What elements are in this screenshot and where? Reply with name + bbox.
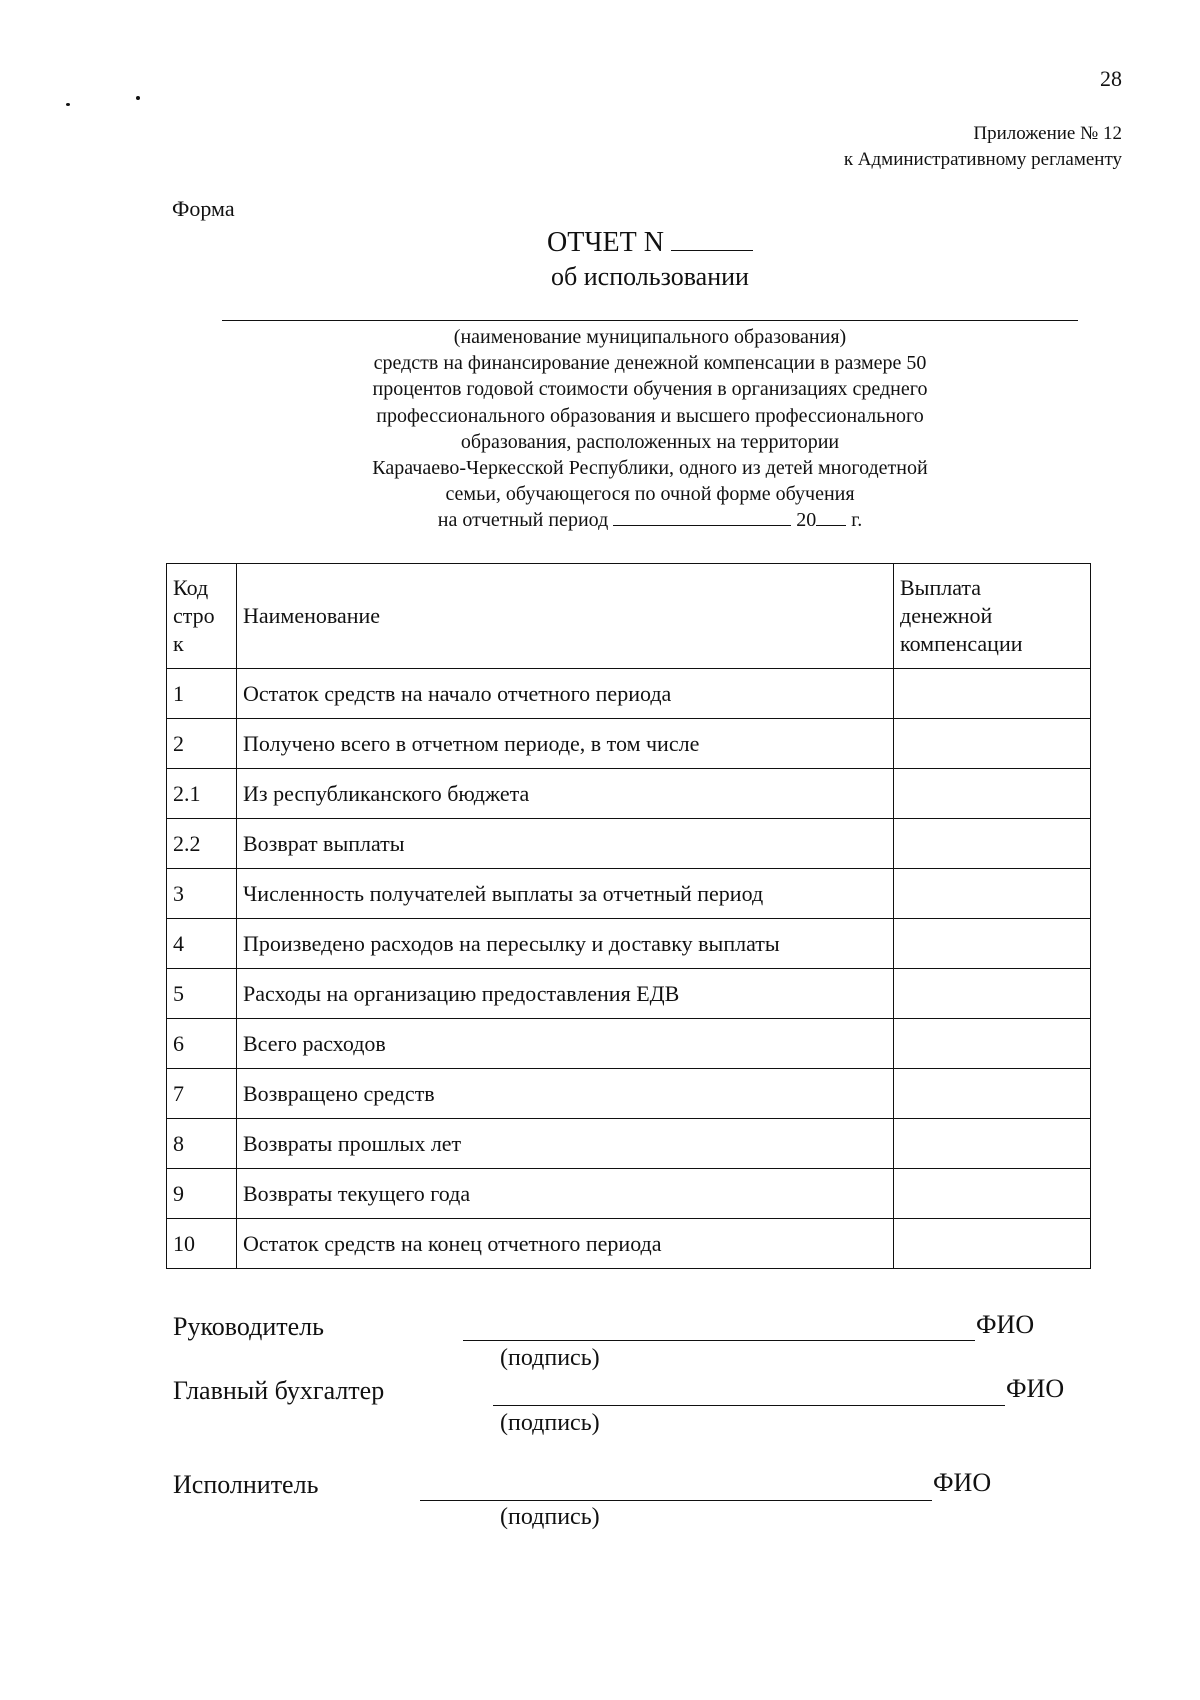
row-name: Остаток средств на конец отчетного периода — [237, 1219, 894, 1269]
page-number: 28 — [1100, 66, 1122, 91]
signature-line-head[interactable] — [463, 1340, 975, 1341]
table-row — [167, 669, 1091, 719]
row-name: Из республиканского бюджета — [237, 769, 894, 819]
row-code: 7 — [167, 1069, 237, 1119]
table-row — [167, 869, 1091, 919]
form-label: Форма — [172, 196, 235, 221]
row-code: 5 — [167, 969, 237, 1019]
signature-line-executor[interactable] — [420, 1500, 932, 1501]
description-line: средств на финансирование денежной компенсации в размере 50 — [373, 352, 927, 375]
header-payment-line: денежной — [900, 603, 993, 628]
signature-fio-executor: ФИО — [933, 1468, 992, 1497]
signature-role-accountant: Главный бухгалтер — [173, 1376, 385, 1405]
table-row — [167, 1219, 1091, 1269]
row-code: 1 — [167, 669, 237, 719]
row-code: 3 — [167, 869, 237, 919]
table-row — [167, 1169, 1091, 1219]
row-code: 2 — [167, 719, 237, 769]
row-value-cell[interactable] — [894, 669, 1091, 719]
report-title-line-2: об использовании — [551, 262, 749, 291]
row-value-cell[interactable] — [894, 969, 1091, 1019]
row-name: Возврат выплаты — [237, 819, 894, 869]
row-code: 2.2 — [167, 819, 237, 869]
row-code: 8 — [167, 1119, 237, 1169]
signature-line-accountant[interactable] — [493, 1405, 1005, 1406]
table-row — [167, 719, 1091, 769]
year-blank — [816, 507, 846, 526]
table-row — [167, 969, 1091, 1019]
municipal-caption: (наименование муниципального образования) — [453, 326, 847, 348]
row-value-cell[interactable] — [894, 1219, 1091, 1269]
signature-caption-head: (подпись) — [500, 1345, 600, 1371]
row-code: 10 — [167, 1219, 237, 1269]
row-value-cell[interactable] — [894, 769, 1091, 819]
header-code-line: к — [173, 631, 184, 656]
row-name: Возвраты прошлых лет — [237, 1119, 894, 1169]
signature-caption-accountant: (подпись) — [500, 1410, 600, 1436]
report-table — [166, 563, 1091, 1269]
year-suffix: г. — [851, 509, 863, 532]
municipal-name-line — [222, 320, 1078, 321]
row-value-cell[interactable] — [894, 1069, 1091, 1119]
row-value-cell[interactable] — [894, 819, 1091, 869]
row-name: Всего расходов — [237, 1019, 894, 1069]
row-name: Получено всего в отчетном периоде, в том числе — [237, 719, 894, 769]
header-payment-line: Выплата — [900, 575, 982, 600]
signature-role-head: Руководитель — [173, 1312, 324, 1341]
row-value-cell[interactable] — [894, 719, 1091, 769]
row-value-cell[interactable] — [894, 1019, 1091, 1069]
report-number-blank — [671, 226, 753, 251]
report-title-prefix: ОТЧЕТ N — [547, 227, 664, 258]
row-value-cell[interactable] — [894, 1169, 1091, 1219]
table-row — [167, 1119, 1091, 1169]
row-code: 6 — [167, 1019, 237, 1069]
header-code — [167, 564, 237, 669]
annex-line-2: к Административному регламенту — [843, 149, 1122, 170]
table-header-row — [167, 564, 1091, 669]
header-name: Наименование — [237, 564, 894, 669]
period-prefix: на отчетный период — [437, 509, 609, 532]
row-name: Остаток средств на начало отчетного периода — [237, 669, 894, 719]
description-line: процентов годовой стоимости обучения в организациях среднего — [372, 378, 928, 401]
header-code-line: стро — [173, 603, 215, 628]
row-code: 4 — [167, 919, 237, 969]
row-value-cell[interactable] — [894, 1119, 1091, 1169]
header-payment-line: компенсации — [900, 631, 1023, 656]
signature-role-executor: Исполнитель — [173, 1470, 319, 1499]
signature-fio-head: ФИО — [976, 1310, 1035, 1339]
annex-reference — [844, 121, 1122, 173]
header-payment — [894, 564, 1091, 669]
table-row — [167, 819, 1091, 869]
report-title — [440, 226, 860, 260]
row-name: Произведено расходов на пересылку и доставку выплаты — [237, 919, 894, 969]
table-row — [167, 919, 1091, 969]
row-code: 2.1 — [167, 769, 237, 819]
period-line — [300, 507, 1000, 533]
table-row — [167, 769, 1091, 819]
description-line: Карачаево-Черкесской Республики, одного из детей многодетной — [372, 457, 928, 480]
description-line: образования, расположенных на территории — [460, 430, 840, 453]
row-value-cell[interactable] — [894, 919, 1091, 969]
description-line: семьи, обучающегося по очной форме обучения — [445, 483, 855, 506]
row-name: Возвраты текущего года — [237, 1169, 894, 1219]
row-name: Расходы на организацию предоставления ЕДВ — [237, 969, 894, 1019]
report-description — [300, 324, 1000, 534]
row-name: Численность получателей выплаты за отчетный период — [237, 869, 894, 919]
annex-line-1: Приложение № 12 — [973, 123, 1122, 144]
row-name: Возвращено средств — [237, 1069, 894, 1119]
period-blank — [613, 507, 791, 526]
table-row — [167, 1069, 1091, 1119]
table-row — [167, 1019, 1091, 1069]
row-code: 9 — [167, 1169, 237, 1219]
row-value-cell[interactable] — [894, 869, 1091, 919]
signature-caption-executor: (подпись) — [500, 1504, 600, 1530]
signature-fio-accountant: ФИО — [1006, 1374, 1065, 1403]
year-prefix: 20 — [796, 509, 817, 532]
description-line: профессионального образования и высшего профессионального — [376, 404, 924, 427]
header-code-line: Код — [173, 575, 209, 600]
